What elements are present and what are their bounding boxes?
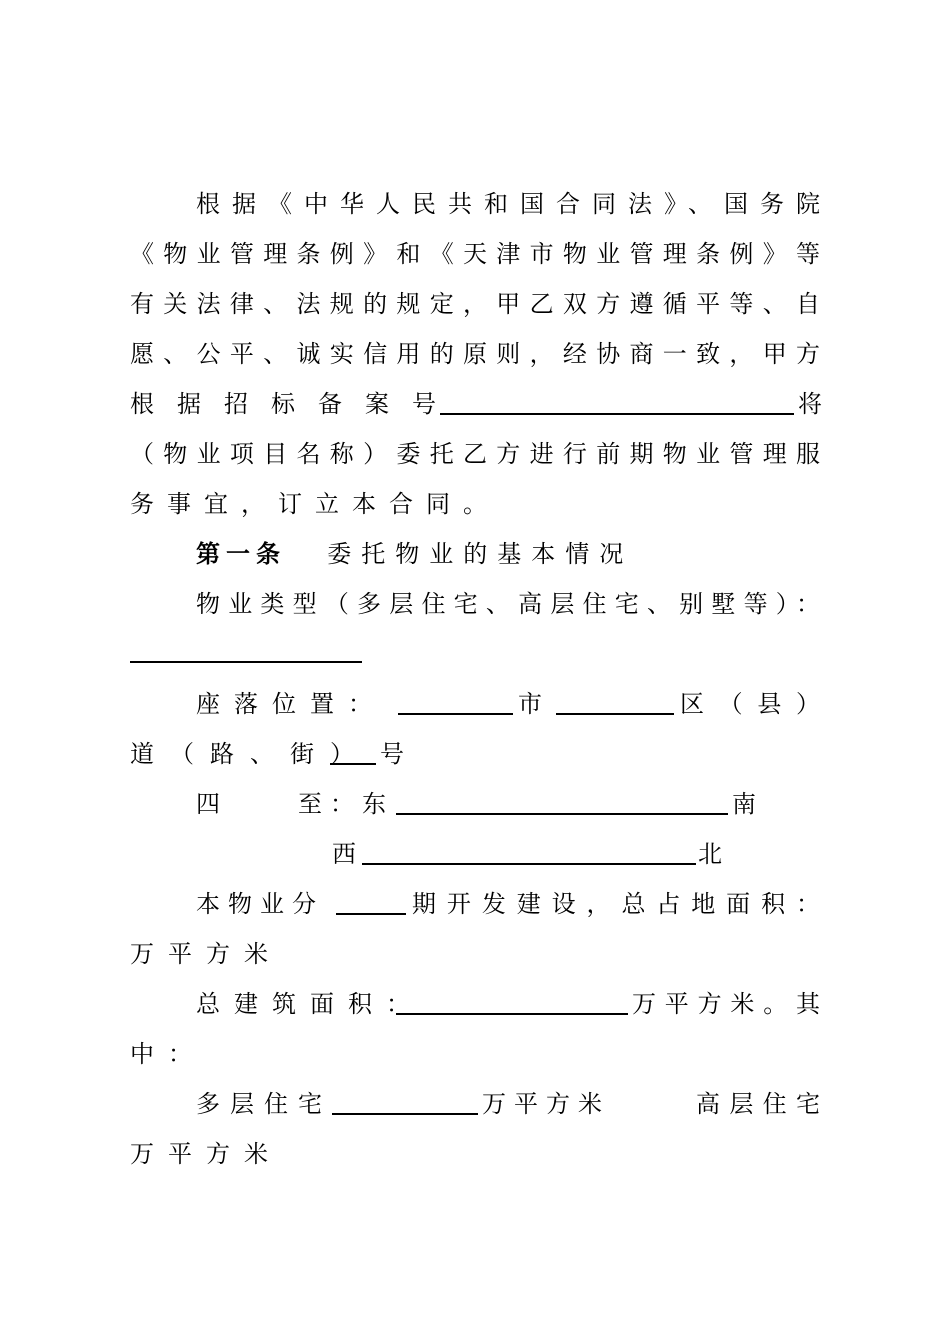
phase-count-blank[interactable]	[336, 913, 406, 915]
multi-storey-unit: 万平方米	[482, 1090, 610, 1118]
high-rise-unit: 万平方米	[130, 1140, 282, 1168]
building-area-label: 总建筑面积：	[196, 990, 424, 1018]
article-number: 第一条	[196, 540, 286, 568]
land-area-unit: 万平方米	[130, 940, 282, 968]
multi-storey-label: 多层住宅	[196, 1090, 332, 1118]
article-title: 委托物业的基本情况	[327, 540, 634, 568]
property-type-blank[interactable]	[130, 661, 362, 663]
high-rise-label: 高层住宅	[696, 1090, 820, 1118]
building-area-unit: 万平方米。其	[632, 990, 820, 1018]
west-boundary-blank[interactable]	[362, 863, 696, 865]
article-1-heading	[196, 539, 820, 569]
property-type-label: 物业类型（多层住宅、高层住宅、别墅等）：	[196, 590, 820, 618]
preamble-line-7: 务事宜，订立本合同。	[130, 490, 500, 518]
city-label: 市	[518, 690, 542, 718]
district-blank[interactable]	[556, 713, 674, 715]
north-label: 北	[698, 840, 722, 868]
preamble-jiang: 将	[798, 390, 822, 418]
multi-storey-area-blank[interactable]	[332, 1113, 478, 1115]
preamble-line-4: 愿、公平、诚实信用的原则，经协商一致，甲方	[130, 340, 820, 368]
south-label: 南	[732, 790, 756, 818]
building-area-blank[interactable]	[396, 1013, 628, 1015]
preamble-line-1: 根据《中华人民共和国合同法》、国务院	[196, 190, 820, 218]
bounds-label-1: 四	[196, 790, 220, 818]
road-label: 道（路、街）	[130, 740, 370, 768]
phase-label: 本物业分	[196, 890, 324, 918]
house-number-blank[interactable]	[330, 763, 376, 765]
west-label: 西	[332, 840, 356, 868]
land-area-label: 期开发建设，总占地面积：	[412, 890, 820, 918]
east-boundary-blank[interactable]	[396, 813, 728, 815]
building-area-among: 中：	[130, 1040, 206, 1068]
filing-number-blank[interactable]	[440, 413, 794, 415]
preamble-line-2: 《物业管理条例》和《天津市物业管理条例》等	[130, 240, 820, 268]
house-number-label: 号	[380, 740, 404, 768]
location-label: 座落位置：	[196, 690, 386, 718]
district-label: 区（县）	[680, 690, 820, 718]
preamble-line-3: 有关法律、法规的规定，甲乙双方遵循平等、自	[130, 290, 820, 318]
filing-number-label: 根据招标备案号	[130, 390, 459, 418]
preamble-line-6: （物业项目名称）委托乙方进行前期物业管理服	[130, 440, 820, 468]
bounds-label-2: 至：东	[298, 790, 394, 818]
city-blank[interactable]	[398, 713, 513, 715]
